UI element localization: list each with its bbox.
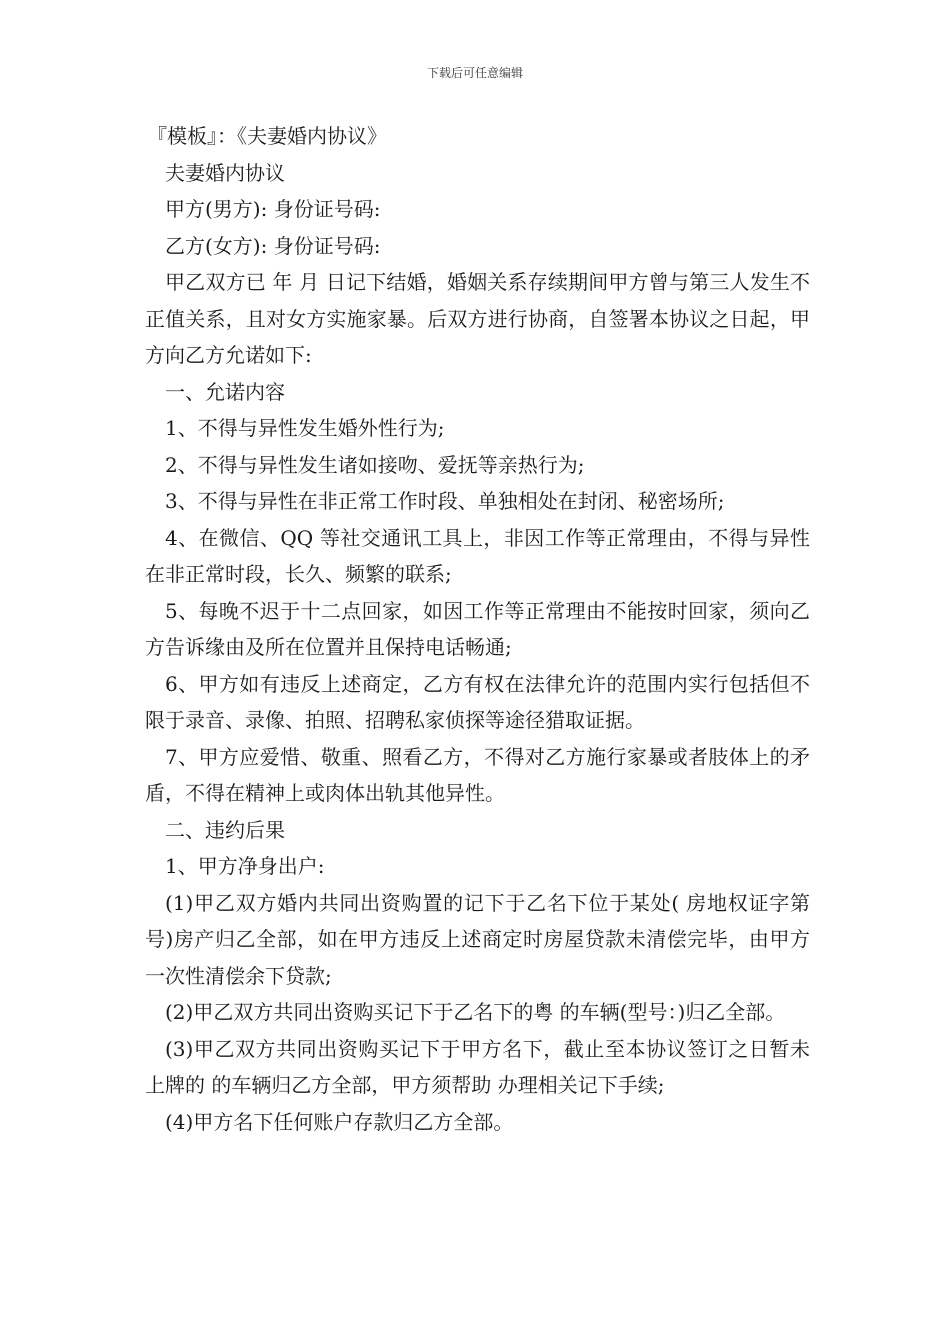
consequence-1-item-4: (4)甲方名下任何账户存款归乙方全部。 <box>165 1109 514 1134</box>
clause-2: 2、不得与异性发生诸如接吻、爱抚等亲热行为; <box>165 452 585 477</box>
party-b-line: 乙方(女方): 身份证号码: <box>165 233 381 258</box>
clause-7: 7、甲方应爱惜、敬重、照看乙方，不得对乙方施行家暴或者肢体上的矛盾，不得在精神上或肉体出轨其他异性。 <box>145 744 810 805</box>
clause-3: 3、不得与异性在非正常工作时段、单独相处在封闭、秘密场所; <box>165 489 725 513</box>
consequence-1-item-2: (2)甲乙双方共同出资购买记下于乙名下的粤 的车辆(型号：)归乙全部。 <box>165 1000 786 1024</box>
party-a-line: 甲方(男方): 身份证号码: <box>165 197 381 221</box>
clause-1: 1、不得与异性发生婚外性行为; <box>165 416 445 440</box>
section-heading-consequences: 二、违约后果 <box>165 817 285 842</box>
consequence-1: 1、甲方净身出户: <box>165 854 325 878</box>
clause-6: 6、甲方如有违反上述商定，乙方有权在法律允许的范围内实行包括但不限于录音、录像、拍照、招聘私家侦探等途径猎取证据。 <box>145 671 810 732</box>
section-heading-promises: 一、允诺内容 <box>165 379 285 404</box>
document-body <box>145 118 810 1140</box>
consequence-1-item-1: (1)甲乙双方婚内共同出资购置的记下于乙名下位于某处( 房地权证字第 号)房产归乙全部，如在甲方违反上述商定时房屋贷款未清偿完毕，由甲方一次性清偿余下贷款; <box>145 890 810 988</box>
preamble-paragraph: 甲乙双方已 年 月 日记下结婚，婚姻关系存续期间甲方曾与第三人发生不正值关系，且对女方实施家暴。后双方进行协商，自签署本协议之日起，甲方向乙方允诺如下: <box>145 270 810 367</box>
document-title: 『模板』：《夫妻婚内协议》 <box>147 124 387 148</box>
header-note: 下载后可任意编辑 <box>426 66 523 80</box>
clause-4: 4、在微信、QQ 等社交通讯工具上，非因工作等正常理由，不得与异性在非正常时段，长久、频繁的联系; <box>145 525 810 586</box>
subtitle: 夫妻婚内协议 <box>165 160 285 185</box>
consequence-1-item-3: (3)甲乙双方共同出资购买记下于甲方名下，截止至本协议签订之日暂未上牌的 的车辆归乙方全部，甲方须帮助 办理相关记下手续; <box>145 1036 810 1097</box>
clause-5: 5、每晚不迟于十二点回家，如因工作等正常理由不能按时回家，须向乙方告诉缘由及所在位置并且保持电话畅通; <box>145 598 810 659</box>
